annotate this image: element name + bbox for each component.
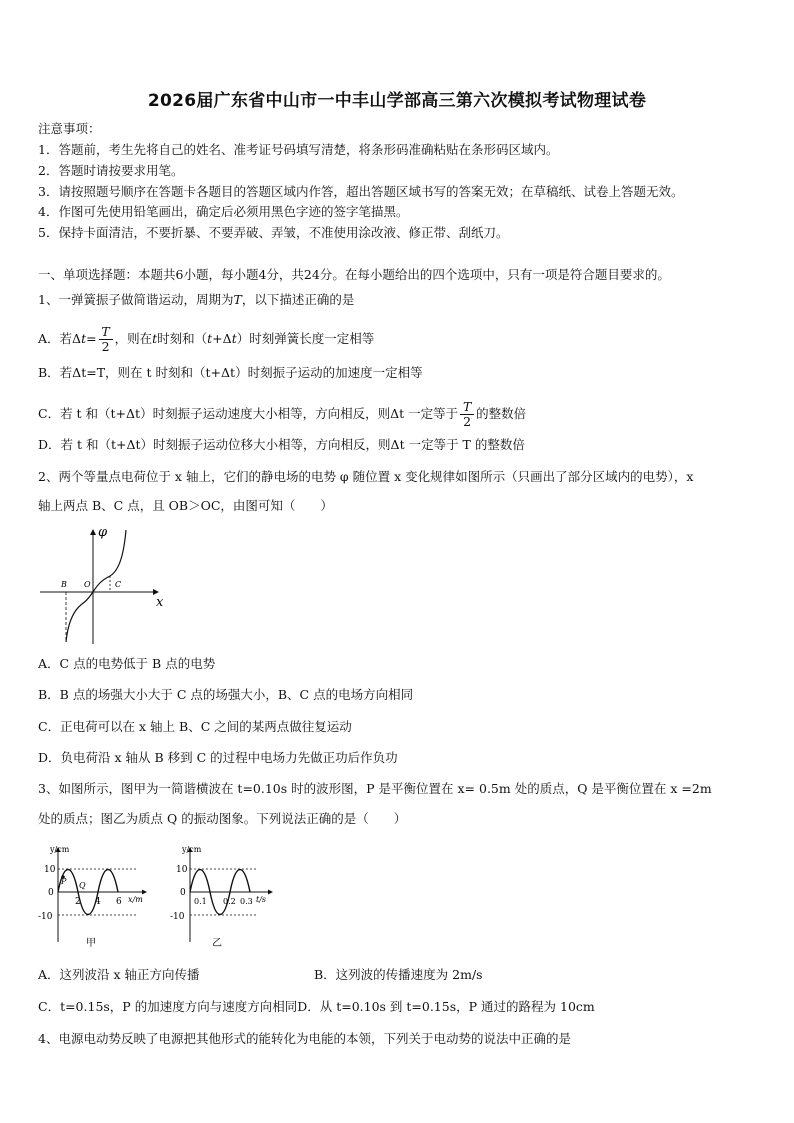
question-3-options-c-d — [38, 998, 595, 1016]
y-tick: -10 — [38, 912, 53, 922]
figure-caption: 甲 — [86, 938, 96, 949]
question-2-option-a: A．C 点的电势低于 B 点的电势 — [38, 656, 216, 671]
question-1-option-d: D．若 t 和（t+Δt）时刻振子运动位移大小相等，方向相反，则Δt 一定等于 T 的整数倍 — [38, 437, 525, 452]
note-item: 5．保持卡面清洁，不要折暴、不要弄破、弄皱，不准使用涂改液、修正带、刮纸刀。 — [38, 225, 509, 240]
b-label: B — [61, 580, 67, 589]
x-tick: 2 — [75, 897, 81, 907]
question-1-option-a: A．若Δt= $\frac{T}{2}$ ，则在t时刻和（t+Δt）时刻弹簧长度一定相等 — [38, 324, 375, 354]
t-tick: 0.3 — [240, 897, 253, 906]
question-2-option-c: C．正电荷可以在 x 轴上 B、C 之间的某两点做往复运动 — [38, 719, 352, 734]
x-tick: 4 — [95, 897, 101, 907]
y-tick: 10 — [44, 865, 56, 875]
fraction-t-over-2: $\frac{T}{2}$ — [99, 325, 113, 354]
t-tick: 0.2 — [223, 897, 236, 906]
question-2-stem-line-1: 2、两个等量点电荷位于 x 轴上，它们的静电场的电势 φ 随位置 x 变化规律如图所示（只画出了部分区域内的电势），x — [38, 469, 694, 484]
wave-figure-jia — [36, 842, 156, 954]
section-heading: 一、单项选择题：本题共6小题，每小题4分，共24分。在每小题给出的四个选项中，只有一项是符合题目要求的。 — [38, 267, 670, 282]
c-label: C — [115, 580, 122, 589]
note-item: 1．答题前，考生先将自己的姓名、准考证号码填写清楚，将条形码准确粘贴在条形码区域内。 — [38, 142, 559, 157]
x-axis-label: x/m — [128, 895, 143, 904]
note-item: 4．作图可先使用铅笔画出，确定后必须用黑色字迹的签字笔描黑。 — [38, 204, 409, 219]
question-2-option-d: D．负电荷沿 x 轴从 B 移到 C 的过程中电场力先做正功后作负功 — [38, 750, 398, 765]
question-2-stem-line-2: 轴上两点 B、C 点，且 OB＞OC，由图可知（ ） — [38, 498, 333, 513]
question-3-stem-line-2: 处的质点；图乙为质点 Q 的振动图象。下列说法正确的是（ ） — [38, 811, 407, 826]
question-1-option-b: B．若Δt=T，则在 t 时刻和（t+Δt）时刻振子运动的加速度一定相等 — [38, 365, 423, 380]
o-label: O — [84, 580, 91, 589]
question-3-option-a: A．这列波沿 x 轴正方向传播 — [38, 967, 200, 982]
note-item: 2．答题时请按要求用笔。 — [38, 163, 184, 178]
y-axis-label: y/cm — [50, 845, 70, 854]
note-item: 3．请按照题号顺序在答题卡各题目的答题区域内作答，超出答题区域书写的答案无效；在草稿纸、试卷上答题无效。 — [38, 184, 684, 199]
phi-label: φ — [98, 525, 108, 540]
t-axis-label: t/s — [256, 895, 267, 904]
fraction-t-over-2: $\frac{T}{2}$ — [460, 400, 474, 429]
question-3-option-d: D．从 t=0.10s 到 t=0.15s，P 通过的路程为 10cm — [297, 999, 595, 1014]
question-2-option-b: B．B 点的场强大小大于 C 点的场强大小，B、C 点的电场方向相同 — [38, 687, 414, 702]
q-label: Q — [79, 881, 86, 890]
t-tick: 0.1 — [194, 897, 207, 906]
p-label: P — [61, 877, 67, 886]
vibration-figure-yi — [168, 842, 280, 954]
y-axis-label: y/cm — [182, 845, 202, 854]
y-tick: 0 — [180, 888, 186, 898]
question-3-stem-line-1: 3、如图所示，图甲为一简谐横波在 t=0.10s 时的波形图，P 是平衡位置在 x= 0.5m 处的质点，Q 是平衡位置在 x =2m — [38, 781, 712, 796]
y-tick: -10 — [170, 912, 185, 922]
x-label: x — [156, 595, 164, 610]
notes-heading: 注意事项： — [38, 121, 101, 136]
page-title: 2026届广东省中山市一中丰山学部高三第六次模拟考试物理试卷 — [147, 91, 647, 111]
question-4-stem: 4、电源电动势反映了电源把其他形式的能转化为电能的本领，下列关于电动势的说法中正确的是 — [38, 1031, 571, 1046]
potential-graph-figure — [36, 522, 171, 647]
y-tick: 10 — [176, 865, 188, 875]
y-tick: 0 — [48, 888, 54, 898]
figure-caption: 乙 — [212, 938, 222, 949]
x-tick: 6 — [116, 897, 122, 907]
question-1-stem: 1、一弹簧振子做简谐运动，周期为T，以下描述正确的是 — [38, 292, 355, 307]
question-3-option-b: B．这列波的传播速度为 2m/s — [314, 967, 483, 982]
question-1-option-c: C．若 t 和（t+Δt）时刻振子运动速度大小相等，方向相反，则Δt 一定等于 $\frac{T}{2}$ 的整数倍 — [38, 399, 527, 429]
question-3-option-c: C．t=0.15s，P 的加速度方向与速度方向相同 — [38, 999, 298, 1014]
